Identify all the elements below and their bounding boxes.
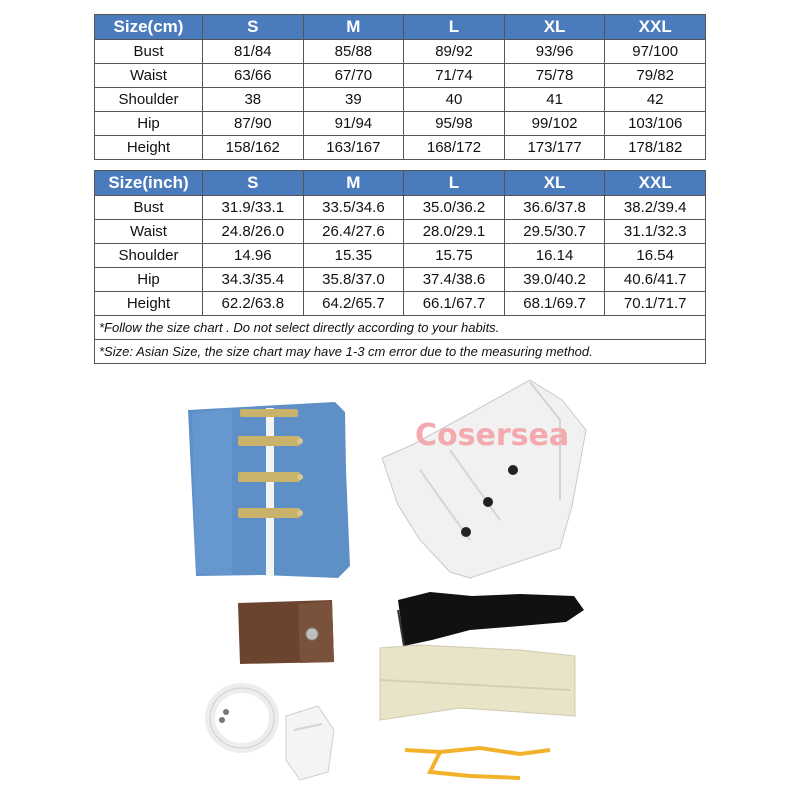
table-cell: 38.2/39.4: [605, 196, 706, 220]
row-label: Waist: [95, 220, 203, 244]
table-cell: 158/162: [203, 136, 304, 160]
table-cell: 16.14: [504, 244, 605, 268]
table-cell: 62.2/63.8: [203, 292, 304, 316]
row-label: Shoulder: [95, 88, 203, 112]
table-cell: 93/96: [504, 40, 605, 64]
header-cell: Size(inch): [95, 171, 203, 196]
table-cell: 85/88: [303, 40, 404, 64]
row-label: Height: [95, 136, 203, 160]
table-cell: 41: [504, 88, 605, 112]
size-chart-cm: [94, 14, 706, 160]
header-cell: XXL: [605, 171, 706, 196]
header-cell: S: [203, 15, 304, 40]
cream-sash-image: [380, 645, 575, 720]
table-cell: 15.75: [404, 244, 505, 268]
table-cell: 39: [303, 88, 404, 112]
header-cell: L: [404, 15, 505, 40]
table-cell: 71/74: [404, 64, 505, 88]
size-note: *Size: Asian Size, the size chart may have 1-3 cm error due to the measuring method.: [95, 340, 706, 364]
table-row: [95, 40, 706, 64]
table-cell: 97/100: [605, 40, 706, 64]
table-cell: 26.4/27.6: [303, 220, 404, 244]
table-row: [95, 196, 706, 220]
table-cell: 87/90: [203, 112, 304, 136]
table-cell: 63/66: [203, 64, 304, 88]
table-cell: 24.8/26.0: [203, 220, 304, 244]
table-header-row: [95, 15, 706, 40]
row-label: Waist: [95, 64, 203, 88]
table-row: [95, 64, 706, 88]
table-cell: 75/78: [504, 64, 605, 88]
yellow-ribbon-image: [405, 748, 550, 778]
header-cell: M: [303, 171, 404, 196]
table-cell: 35.8/37.0: [303, 268, 404, 292]
row-label: Bust: [95, 196, 203, 220]
table-cell: 89/92: [404, 40, 505, 64]
table-cell: 34.3/35.4: [203, 268, 304, 292]
header-cell: S: [203, 171, 304, 196]
table-cell: 68.1/69.7: [504, 292, 605, 316]
table-cell: 28.0/29.1: [404, 220, 505, 244]
row-label: Bust: [95, 40, 203, 64]
table-cell: 31.9/33.1: [203, 196, 304, 220]
table-cell: 15.35: [303, 244, 404, 268]
black-gloves-image: [398, 592, 584, 646]
product-photo: [0, 365, 800, 800]
table-header-row: [95, 171, 706, 196]
table-cell: 173/177: [504, 136, 605, 160]
table-cell: 40.6/41.7: [605, 268, 706, 292]
table-cell: 64.2/65.7: [303, 292, 404, 316]
header-cell: XL: [504, 171, 605, 196]
table-cell: 33.5/34.6: [303, 196, 404, 220]
table-row: [95, 88, 706, 112]
size-note: *Follow the size chart . Do not select directly according to your habits.: [95, 316, 706, 340]
table-cell: 29.5/30.7: [504, 220, 605, 244]
row-label: Shoulder: [95, 244, 203, 268]
table-cell: 39.0/40.2: [504, 268, 605, 292]
table-cell: 81/84: [203, 40, 304, 64]
table-row: [95, 244, 706, 268]
table-cell: 168/172: [404, 136, 505, 160]
table-cell: 178/182: [605, 136, 706, 160]
header-cell: L: [404, 171, 505, 196]
note-row: [95, 316, 706, 340]
blue-jacket-image: [188, 402, 350, 578]
header-cell: XL: [504, 15, 605, 40]
table-cell: 70.1/71.7: [605, 292, 706, 316]
white-headband-image: [210, 688, 274, 748]
table-cell: 36.6/37.8: [504, 196, 605, 220]
table-cell: 42: [605, 88, 706, 112]
brown-pouch-image: [238, 600, 334, 664]
header-cell: Size(cm): [95, 15, 203, 40]
table-cell: 16.54: [605, 244, 706, 268]
table-cell: 91/94: [303, 112, 404, 136]
table-cell: 99/102: [504, 112, 605, 136]
table-row: [95, 268, 706, 292]
table-cell: 67/70: [303, 64, 404, 88]
table-row: [95, 112, 706, 136]
table-cell: 37.4/38.6: [404, 268, 505, 292]
table-row: [95, 136, 706, 160]
header-cell: XXL: [605, 15, 706, 40]
header-cell: M: [303, 15, 404, 40]
size-chart-inch: [94, 170, 706, 364]
white-cuff-image: [286, 706, 334, 780]
table-cell: 31.1/32.3: [605, 220, 706, 244]
table-cell: 38: [203, 88, 304, 112]
table-cell: 40: [404, 88, 505, 112]
table-row: [95, 292, 706, 316]
table-cell: 95/98: [404, 112, 505, 136]
row-label: Height: [95, 292, 203, 316]
watermark-logo: Cosersea: [415, 418, 570, 453]
table-cell: 35.0/36.2: [404, 196, 505, 220]
table-cell: 14.96: [203, 244, 304, 268]
table-cell: 79/82: [605, 64, 706, 88]
row-label: Hip: [95, 268, 203, 292]
table-cell: 66.1/67.7: [404, 292, 505, 316]
row-label: Hip: [95, 112, 203, 136]
table-cell: 163/167: [303, 136, 404, 160]
table-row: [95, 220, 706, 244]
white-skirt-image: [382, 380, 586, 578]
note-row: [95, 340, 706, 364]
table-cell: 103/106: [605, 112, 706, 136]
